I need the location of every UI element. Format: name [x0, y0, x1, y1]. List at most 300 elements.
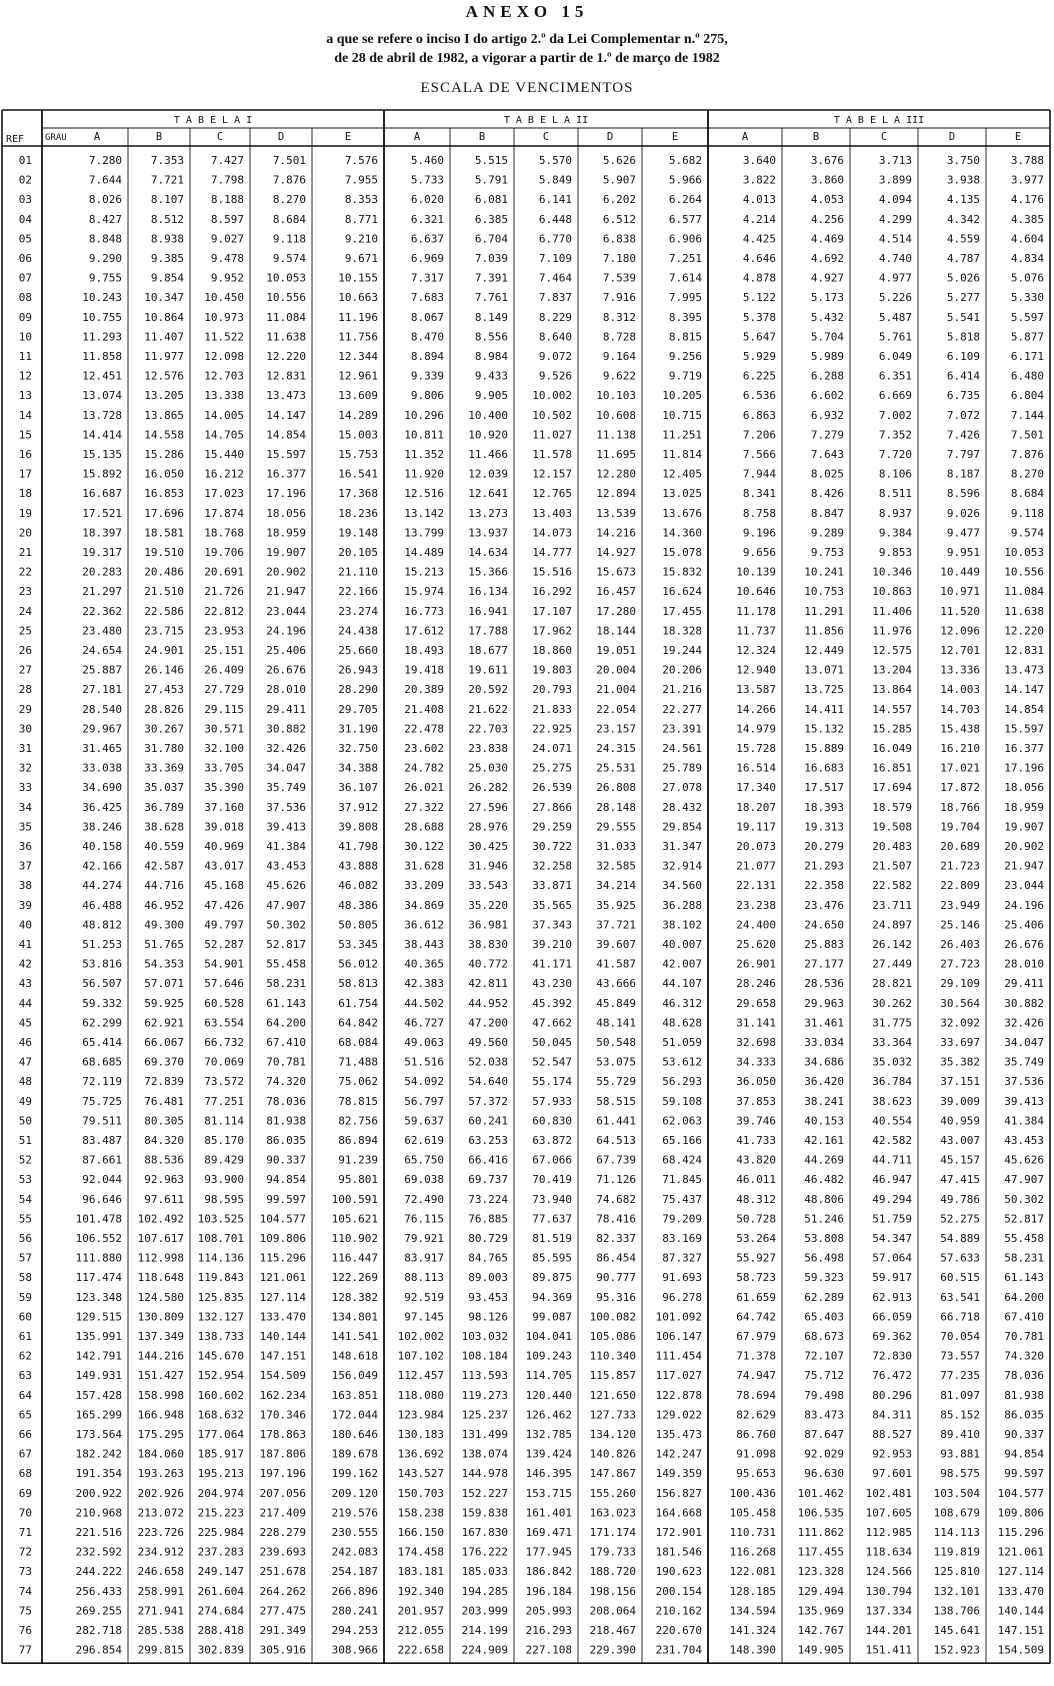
value-cell: 147.867: [589, 1467, 636, 1481]
value-cell: 20.206: [662, 663, 702, 677]
value-cell: 7.995: [668, 291, 702, 305]
value-cell: 25.789: [662, 761, 702, 775]
value-cell: 80.296: [872, 1388, 912, 1402]
value-cell: 10.347: [144, 291, 184, 305]
value-cell: 30.571: [204, 722, 244, 736]
value-cell: 138.074: [461, 1447, 508, 1461]
value-cell: 9.290: [88, 252, 122, 265]
value-cell: 8.938: [150, 232, 184, 246]
value-cell: 8.312: [602, 310, 636, 324]
value-cell: 169.471: [525, 1526, 572, 1539]
value-cell: 22.703: [468, 722, 508, 736]
value-cell: 18.959: [1004, 800, 1044, 814]
value-cell: 5.432: [810, 310, 844, 324]
value-cell: 28.246: [736, 977, 776, 991]
value-cell: 179.733: [589, 1545, 636, 1559]
value-cell: 7.391: [474, 271, 508, 285]
value-cell: 30.564: [940, 996, 980, 1010]
value-cell: 6.838: [602, 232, 636, 246]
table-2-title: T A B E L A II: [503, 115, 589, 126]
value-cell: 22.809: [940, 879, 980, 893]
value-cell: 89.003: [468, 1271, 508, 1285]
value-cell: 70.054: [940, 1330, 980, 1343]
value-cell: 119.273: [461, 1388, 508, 1402]
value-cell: 9.289: [810, 526, 844, 540]
value-cell: 11.027: [532, 428, 572, 442]
value-cell: 25.151: [204, 644, 244, 657]
value-cell: 17.694: [872, 781, 912, 795]
value-cell: 5.330: [1010, 291, 1044, 305]
value-cell: 28.148: [596, 800, 636, 814]
value-cell: 9.433: [474, 369, 508, 383]
value-cell: 228.279: [259, 1526, 306, 1539]
value-cell: 77.251: [204, 1094, 244, 1108]
value-cell: 12.096: [940, 624, 980, 638]
value-cell: 11.638: [1004, 604, 1044, 618]
ref-cell: 39: [18, 898, 32, 912]
value-cell: 32.258: [532, 859, 572, 873]
ref-cell: 76: [18, 1624, 32, 1637]
value-cell: 38.246: [82, 820, 122, 834]
value-cell: 55.729: [596, 1075, 636, 1089]
value-cell: 62.921: [144, 1016, 184, 1030]
value-cell: 29.555: [596, 820, 636, 834]
value-cell: 46.482: [804, 1173, 844, 1187]
value-cell: 8.511: [878, 487, 912, 501]
value-cell: 13.273: [468, 506, 508, 520]
value-cell: 101.478: [75, 1212, 122, 1226]
value-cell: 53.345: [338, 938, 378, 951]
value-cell: 123.348: [75, 1290, 122, 1304]
ref-cell: 72: [18, 1545, 32, 1559]
value-cell: 23.391: [662, 722, 702, 736]
value-cell: 12.098: [204, 350, 244, 363]
value-cell: 10.864: [144, 310, 184, 324]
value-cell: 45.849: [596, 996, 636, 1010]
value-cell: 30.122: [404, 840, 444, 853]
value-cell: 11.407: [144, 330, 184, 344]
ref-cell: 44: [18, 996, 32, 1010]
value-cell: 8.270: [272, 193, 306, 207]
value-cell: 97.601: [872, 1467, 912, 1481]
value-cell: 81.519: [532, 1232, 572, 1245]
value-cell: 92.519: [404, 1290, 444, 1304]
value-cell: 32.914: [662, 859, 702, 873]
value-cell: 49.560: [468, 1036, 508, 1049]
value-cell: 58.231: [266, 977, 306, 991]
value-cell: 120.440: [525, 1388, 572, 1402]
value-cell: 64.742: [736, 1310, 776, 1324]
value-cell: 33.697: [940, 1036, 980, 1049]
value-cell: 25.887: [82, 663, 122, 677]
value-cell: 7.251: [668, 252, 702, 265]
value-cell: 13.587: [736, 683, 776, 697]
value-cell: 15.597: [1004, 722, 1044, 736]
value-cell: 10.753: [804, 585, 844, 599]
value-cell: 156.827: [655, 1486, 702, 1500]
value-cell: 5.929: [742, 350, 776, 363]
value-cell: 99.087: [532, 1310, 572, 1324]
value-cell: 14.927: [596, 546, 636, 559]
value-cell: 18.959: [266, 526, 306, 540]
annex-subtitle-line-2: de 28 de abril de 1982, a vigorar a partir de 1.º de março de 1982: [334, 51, 720, 66]
value-cell: 11.406: [872, 604, 912, 618]
value-cell: 40.007: [662, 938, 702, 951]
ref-cell: 33: [18, 781, 32, 795]
value-cell: 8.597: [210, 212, 244, 226]
value-cell: 269.255: [75, 1604, 122, 1618]
value-cell: 15.892: [82, 467, 122, 481]
value-cell: 46.488: [82, 898, 122, 912]
value-cell: 42.007: [662, 957, 702, 971]
value-cell: 15.132: [804, 722, 844, 736]
value-cell: 8.848: [88, 232, 122, 246]
ref-cell: 01: [18, 154, 32, 167]
value-cell: 78.036: [266, 1094, 306, 1108]
value-cell: 18.144: [596, 624, 636, 638]
value-cell: 137.334: [865, 1604, 912, 1618]
value-cell: 74.320: [266, 1075, 306, 1089]
value-cell: 4.927: [810, 271, 844, 285]
value-cell: 16.134: [468, 585, 508, 599]
value-cell: 9.719: [668, 369, 702, 383]
value-cell: 163.851: [331, 1388, 378, 1402]
value-cell: 128.185: [729, 1584, 776, 1598]
value-cell: 57.071: [144, 977, 184, 991]
value-cell: 174.458: [397, 1545, 444, 1559]
value-cell: 33.705: [204, 761, 244, 775]
value-cell: 9.196: [742, 526, 776, 540]
value-cell: 22.586: [144, 604, 184, 618]
value-cell: 24.782: [404, 761, 444, 775]
value-cell: 50.302: [266, 918, 306, 932]
value-cell: 7.566: [742, 448, 776, 461]
value-cell: 31.347: [662, 840, 702, 853]
value-cell: 68.685: [82, 1055, 122, 1069]
ref-cell: 06: [18, 252, 32, 265]
value-cell: 61.659: [736, 1290, 776, 1304]
value-cell: 18.236: [338, 506, 378, 520]
value-cell: 29.411: [266, 702, 306, 716]
value-cell: 13.799: [404, 526, 444, 540]
grade-header-b: B: [155, 131, 163, 143]
value-cell: 302.839: [197, 1643, 244, 1657]
value-cell: 63.554: [204, 1016, 244, 1030]
value-cell: 58.515: [596, 1094, 636, 1108]
value-cell: 27.453: [144, 683, 184, 697]
value-cell: 25.275: [532, 761, 572, 775]
value-cell: 28.540: [82, 702, 122, 716]
value-cell: 145.670: [197, 1349, 244, 1363]
value-cell: 12.940: [736, 663, 776, 677]
value-cell: 17.521: [82, 506, 122, 520]
ref-cell: 29: [18, 702, 32, 716]
value-cell: 285.538: [137, 1624, 184, 1637]
value-cell: 74.947: [736, 1369, 776, 1383]
ref-cell: 53: [18, 1173, 32, 1187]
value-cell: 95.653: [736, 1467, 776, 1481]
value-cell: 147.151: [259, 1349, 306, 1363]
value-cell: 161.401: [525, 1506, 572, 1520]
value-cell: 49.300: [144, 918, 184, 932]
value-cell: 107.102: [397, 1349, 444, 1363]
value-cell: 54.889: [940, 1232, 980, 1245]
value-cell: 4.385: [1010, 212, 1044, 226]
value-cell: 6.637: [410, 232, 444, 246]
value-cell: 6.225: [742, 369, 776, 383]
value-cell: 17.023: [204, 487, 244, 501]
value-cell: 176.222: [461, 1545, 508, 1559]
ref-cell: 54: [18, 1192, 32, 1206]
value-cell: 43.017: [204, 859, 244, 873]
value-cell: 20.691: [204, 565, 244, 579]
value-cell: 5.966: [668, 173, 702, 187]
value-cell: 29.854: [662, 820, 702, 834]
value-cell: 34.333: [736, 1055, 776, 1069]
value-cell: 15.440: [204, 448, 244, 461]
value-cell: 19.313: [804, 820, 844, 834]
value-cell: 175.295: [137, 1428, 184, 1441]
value-cell: 115.296: [997, 1526, 1044, 1539]
value-cell: 117.027: [655, 1369, 702, 1383]
value-cell: 49.797: [204, 918, 244, 932]
value-cell: 11.084: [266, 310, 306, 324]
value-cell: 72.119: [82, 1075, 122, 1089]
value-cell: 35.382: [940, 1055, 980, 1069]
value-cell: 5.877: [1010, 330, 1044, 344]
value-cell: 23.715: [144, 624, 184, 638]
value-cell: 18.860: [532, 644, 572, 657]
value-cell: 147.151: [997, 1624, 1044, 1637]
value-cell: 6.669: [878, 389, 912, 403]
value-cell: 135.991: [75, 1330, 122, 1343]
value-cell: 7.464: [538, 271, 572, 285]
value-cell: 5.515: [474, 154, 508, 167]
value-cell: 6.109: [946, 350, 980, 363]
value-cell: 93.453: [468, 1290, 508, 1304]
value-cell: 124.580: [137, 1290, 184, 1304]
value-cell: 142.767: [797, 1624, 844, 1637]
value-cell: 183.181: [397, 1565, 444, 1579]
value-cell: 59.917: [872, 1271, 912, 1285]
value-cell: 40.158: [82, 840, 122, 853]
value-cell: 166.948: [137, 1408, 184, 1422]
value-cell: 91.693: [662, 1271, 702, 1285]
ref-cell: 36: [18, 840, 32, 853]
value-cell: 30.882: [266, 722, 306, 736]
value-cell: 264.262: [259, 1584, 306, 1598]
value-cell: 146.395: [525, 1467, 572, 1481]
value-cell: 111.880: [75, 1251, 122, 1265]
value-cell: 26.409: [204, 663, 244, 677]
value-cell: 210.162: [655, 1604, 702, 1618]
value-cell: 82.337: [596, 1232, 636, 1245]
value-cell: 16.851: [872, 761, 912, 775]
value-cell: 4.299: [878, 212, 912, 226]
value-cell: 13.204: [872, 663, 912, 677]
value-cell: 10.155: [338, 271, 378, 285]
ref-cell: 37: [18, 859, 32, 873]
value-cell: 81.938: [266, 1114, 306, 1128]
value-cell: 254.187: [331, 1565, 378, 1579]
value-cell: 9.256: [668, 350, 702, 363]
value-cell: 92.953: [872, 1447, 912, 1461]
value-cell: 15.832: [662, 565, 702, 579]
value-cell: 180.646: [331, 1428, 378, 1441]
value-cell: 88.113: [404, 1271, 444, 1285]
value-cell: 15.438: [940, 722, 980, 736]
value-cell: 44.107: [662, 977, 702, 991]
value-cell: 158.998: [137, 1388, 184, 1402]
value-cell: 34.869: [404, 898, 444, 912]
value-cell: 154.509: [259, 1369, 306, 1383]
ref-cell: 69: [18, 1486, 32, 1500]
value-cell: 20.279: [804, 840, 844, 853]
value-cell: 158.238: [397, 1506, 444, 1520]
value-cell: 21.110: [338, 565, 378, 579]
value-cell: 10.663: [338, 291, 378, 305]
value-cell: 125.835: [197, 1290, 244, 1304]
value-cell: 14.558: [144, 428, 184, 442]
value-cell: 104.041: [525, 1330, 572, 1343]
value-cell: 20.483: [872, 840, 912, 853]
ref-cell: 30: [18, 722, 32, 736]
value-cell: 9.072: [538, 350, 572, 363]
value-cell: 42.383: [404, 977, 444, 991]
value-cell: 37.853: [736, 1094, 776, 1108]
value-cell: 8.026: [88, 193, 122, 207]
value-cell: 33.364: [872, 1036, 912, 1049]
value-cell: 50.728: [736, 1212, 776, 1226]
value-cell: 29.411: [1004, 977, 1044, 991]
value-cell: 90.777: [596, 1271, 636, 1285]
value-cell: 18.493: [404, 644, 444, 657]
value-cell: 70.781: [1004, 1330, 1044, 1343]
value-cell: 111.454: [655, 1349, 702, 1363]
value-cell: 8.067: [410, 310, 444, 324]
value-cell: 112.998: [137, 1251, 184, 1265]
value-cell: 93.881: [940, 1447, 980, 1461]
ref-cell: 09: [18, 310, 32, 324]
value-cell: 27.866: [532, 800, 572, 814]
value-cell: 24.196: [266, 624, 306, 638]
value-cell: 11.522: [204, 330, 244, 344]
value-cell: 11.251: [662, 428, 702, 442]
value-cell: 144.216: [137, 1349, 184, 1363]
value-cell: 39.746: [736, 1114, 776, 1128]
value-cell: 47.415: [940, 1173, 980, 1187]
value-cell: 64.200: [1004, 1290, 1044, 1304]
value-cell: 229.390: [589, 1643, 636, 1657]
table-1-title: T A B E L A I: [173, 115, 253, 126]
value-cell: 244.222: [75, 1565, 122, 1579]
value-cell: 6.448: [538, 212, 572, 226]
value-cell: 26.282: [468, 781, 508, 795]
value-cell: 11.196: [338, 310, 378, 324]
value-cell: 109.243: [525, 1349, 572, 1363]
value-cell: 18.768: [204, 526, 244, 540]
value-cell: 42.587: [144, 859, 184, 873]
value-cell: 282.718: [75, 1624, 122, 1637]
ref-cell: 19: [18, 506, 32, 520]
value-cell: 21.947: [266, 585, 306, 599]
value-cell: 43.007: [940, 1134, 980, 1147]
value-cell: 9.854: [150, 271, 184, 285]
value-cell: 16.212: [204, 467, 244, 481]
value-cell: 11.977: [144, 350, 184, 363]
value-cell: 110.731: [729, 1526, 776, 1539]
value-cell: 189.678: [331, 1447, 378, 1461]
value-cell: 132.127: [197, 1310, 244, 1324]
value-cell: 48.141: [596, 1016, 636, 1030]
value-cell: 63.872: [532, 1134, 572, 1147]
value-cell: 34.214: [596, 879, 636, 893]
value-cell: 19.611: [468, 663, 508, 677]
ref-cell: 25: [18, 624, 32, 638]
value-cell: 157.428: [75, 1388, 122, 1402]
value-cell: 11.858: [82, 350, 122, 363]
value-cell: 75.712: [804, 1369, 844, 1383]
value-cell: 291.349: [259, 1624, 306, 1637]
value-cell: 12.961: [338, 369, 378, 383]
value-cell: 5.704: [810, 330, 844, 344]
value-cell: 15.366: [468, 565, 508, 579]
value-cell: 9.384: [878, 526, 912, 540]
value-cell: 66.059: [872, 1310, 912, 1324]
value-cell: 12.280: [596, 467, 636, 481]
value-cell: 9.574: [1010, 526, 1044, 540]
value-cell: 204.974: [197, 1486, 244, 1500]
value-cell: 16.773: [404, 604, 444, 618]
value-cell: 212.055: [397, 1624, 444, 1637]
value-cell: 10.715: [662, 408, 702, 422]
value-cell: 26.808: [596, 781, 636, 795]
value-cell: 39.009: [940, 1094, 980, 1108]
value-cell: 25.406: [1004, 918, 1044, 932]
value-cell: 13.473: [266, 389, 306, 403]
value-cell: 7.072: [946, 408, 980, 422]
value-cell: 35.565: [532, 898, 572, 912]
value-cell: 4.342: [946, 212, 980, 226]
value-cell: 6.480: [1010, 369, 1044, 383]
value-cell: 105.621: [331, 1212, 378, 1226]
value-cell: 104.577: [997, 1486, 1044, 1500]
value-cell: 5.122: [742, 291, 776, 305]
value-cell: 9.526: [538, 369, 572, 383]
value-cell: 7.614: [668, 271, 702, 285]
value-cell: 5.626: [602, 154, 636, 167]
value-cell: 40.969: [204, 840, 244, 853]
value-cell: 5.818: [946, 330, 980, 344]
value-cell: 43.453: [1004, 1134, 1044, 1147]
value-cell: 23.044: [266, 604, 306, 618]
ref-cell: 45: [18, 1016, 32, 1030]
value-cell: 22.925: [532, 722, 572, 736]
ref-cell: 04: [18, 212, 32, 226]
value-cell: 79.209: [662, 1212, 702, 1226]
value-cell: 108.184: [461, 1349, 508, 1363]
value-cell: 3.640: [742, 154, 776, 167]
value-cell: 103.525: [197, 1212, 244, 1226]
value-cell: 11.466: [468, 448, 508, 461]
value-cell: 224.909: [461, 1643, 508, 1657]
value-cell: 8.341: [742, 487, 776, 501]
value-cell: 11.638: [266, 330, 306, 344]
value-cell: 138.733: [197, 1330, 244, 1343]
value-cell: 73.572: [204, 1075, 244, 1089]
value-cell: 36.789: [144, 800, 184, 814]
value-cell: 105.086: [589, 1330, 636, 1343]
